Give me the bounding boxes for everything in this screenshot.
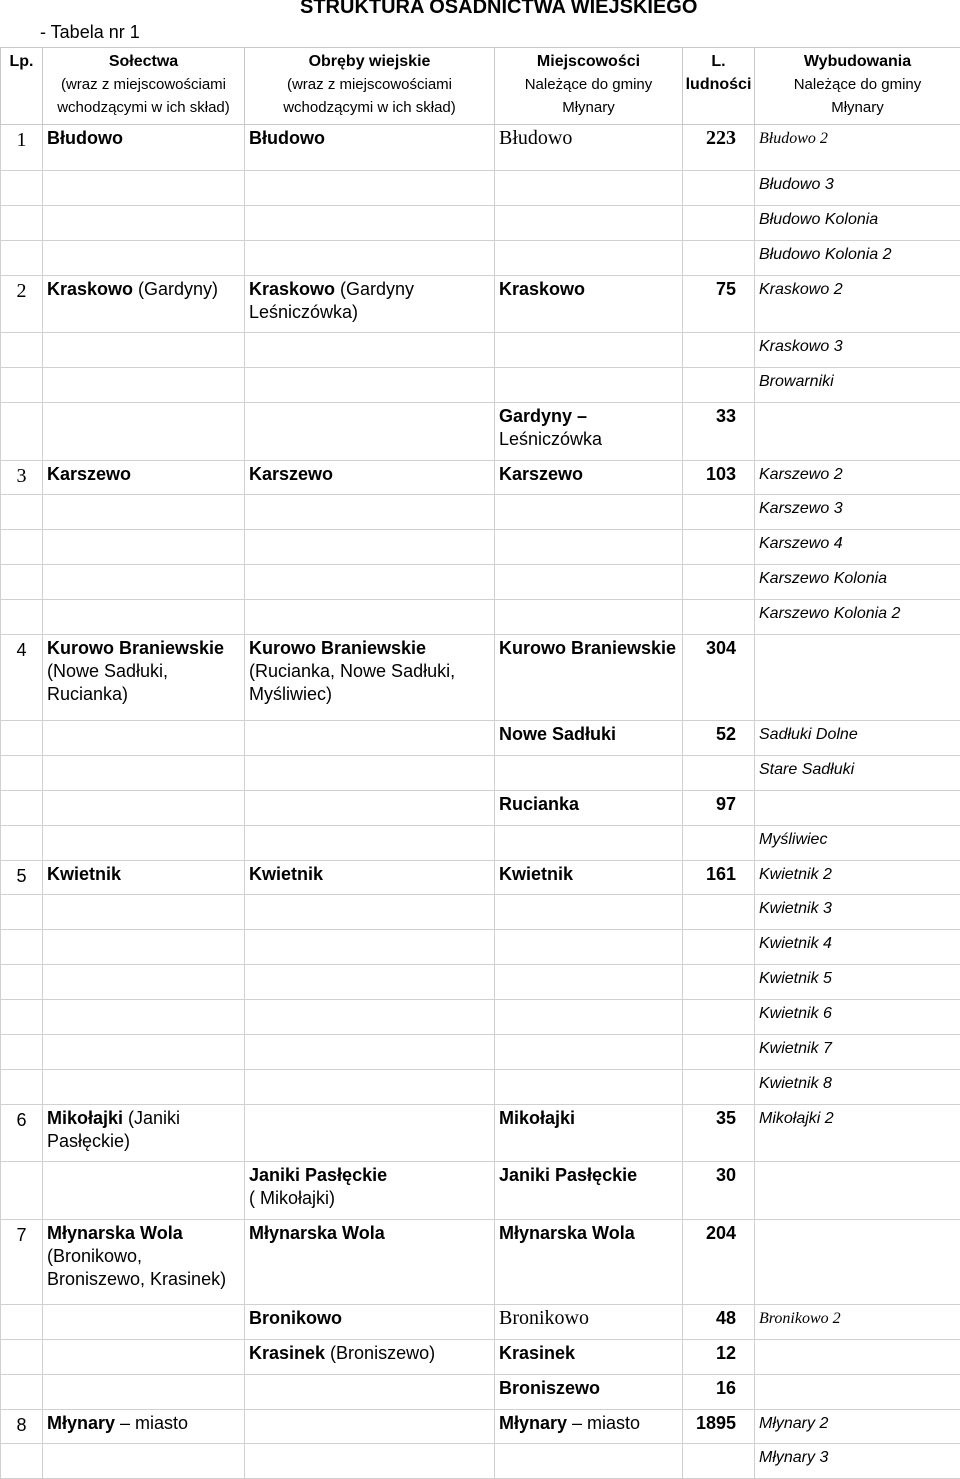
cell-miejscowosc bbox=[495, 930, 683, 965]
table-row bbox=[1, 1162, 960, 1220]
cell-solectwo: Kraskowo (Gardyny) bbox=[43, 276, 245, 333]
cell-lp bbox=[1, 721, 43, 756]
cell-ludnosc bbox=[683, 530, 755, 565]
cell-miejscowosc bbox=[495, 600, 683, 635]
cell-lp bbox=[1, 600, 43, 635]
cell-solectwo bbox=[43, 1162, 245, 1220]
cell-ludnosc: 304 bbox=[683, 635, 755, 721]
cell-obreb bbox=[245, 721, 495, 756]
cell-solectwo bbox=[43, 368, 245, 403]
cell-miejscowosc: Młynarska Wola bbox=[495, 1220, 683, 1305]
table-row bbox=[1, 756, 960, 791]
settlement-table bbox=[0, 47, 960, 1479]
table-row bbox=[1, 1105, 960, 1162]
cell-wybudowania: Błudowo 3 bbox=[755, 171, 960, 206]
cell-ludnosc bbox=[683, 171, 755, 206]
cell-ludnosc bbox=[683, 1000, 755, 1035]
table-row bbox=[1, 1000, 960, 1035]
cell-wybudowania bbox=[755, 635, 960, 721]
cell-solectwo bbox=[43, 1340, 245, 1375]
table-row bbox=[1, 1340, 960, 1375]
cell-lp bbox=[1, 171, 43, 206]
table-row bbox=[1, 1035, 960, 1070]
table-row bbox=[1, 1410, 960, 1444]
cell-miejscowosc bbox=[495, 565, 683, 600]
cell-lp bbox=[1, 565, 43, 600]
header-wybudowania: Wybudowania Należące do gminy Młynary bbox=[755, 48, 960, 125]
cell-lp bbox=[1, 368, 43, 403]
table-row bbox=[1, 403, 960, 461]
cell-obreb bbox=[245, 930, 495, 965]
cell-wybudowania: Karszewo Kolonia bbox=[755, 565, 960, 600]
cell-ludnosc bbox=[683, 965, 755, 1000]
cell-solectwo: Młynary – miasto bbox=[43, 1410, 245, 1444]
cell-lp bbox=[1, 1444, 43, 1479]
cell-obreb bbox=[245, 600, 495, 635]
cell-ludnosc bbox=[683, 1070, 755, 1105]
cell-miejscowosc: Nowe Sadłuki bbox=[495, 721, 683, 756]
cell-obreb bbox=[245, 368, 495, 403]
table-row bbox=[1, 171, 960, 206]
cell-lp: 4 bbox=[1, 635, 43, 721]
cell-solectwo bbox=[43, 1070, 245, 1105]
cell-obreb bbox=[245, 206, 495, 241]
cell-obreb: Janiki Pasłęckie ( Mikołajki) bbox=[245, 1162, 495, 1220]
cell-obreb: Krasinek (Broniszewo) bbox=[245, 1340, 495, 1375]
cell-miejscowosc bbox=[495, 1070, 683, 1105]
cell-solectwo bbox=[43, 826, 245, 861]
cell-wybudowania bbox=[755, 403, 960, 461]
header-obreby: Obręby wiejskie (wraz z miejscowościami wchodzącymi w ich skład) bbox=[245, 48, 495, 125]
cell-miejscowosc: Gardyny – Leśniczówka bbox=[495, 403, 683, 461]
table-row bbox=[1, 125, 960, 171]
cell-miejscowosc bbox=[495, 495, 683, 530]
cell-lp: 2 bbox=[1, 276, 43, 333]
cell-wybudowania: Błudowo Kolonia bbox=[755, 206, 960, 241]
cell-miejscowosc bbox=[495, 895, 683, 930]
cell-miejscowosc bbox=[495, 1444, 683, 1479]
cell-ludnosc: 16 bbox=[683, 1375, 755, 1410]
table-row bbox=[1, 368, 960, 403]
cell-solectwo bbox=[43, 171, 245, 206]
table-row bbox=[1, 241, 960, 276]
cell-ludnosc bbox=[683, 1035, 755, 1070]
cell-solectwo: Mikołajki (Janiki Pasłęckie) bbox=[43, 1105, 245, 1162]
cell-wybudowania: Mikołajki 2 bbox=[755, 1105, 960, 1162]
cell-ludnosc bbox=[683, 600, 755, 635]
table-row bbox=[1, 276, 960, 333]
cell-miejscowosc: Krasinek bbox=[495, 1340, 683, 1375]
table-row bbox=[1, 826, 960, 861]
cell-solectwo: Młynarska Wola (Bronikowo, Broniszewo, Krasinek) bbox=[43, 1220, 245, 1305]
cell-lp: 1 bbox=[1, 125, 43, 171]
cell-wybudowania: Kwietnik 5 bbox=[755, 965, 960, 1000]
cell-ludnosc: 97 bbox=[683, 791, 755, 826]
table-row bbox=[1, 930, 960, 965]
cell-miejscowosc bbox=[495, 241, 683, 276]
cell-miejscowosc: Bronikowo bbox=[495, 1305, 683, 1340]
cell-solectwo bbox=[43, 241, 245, 276]
cell-obreb bbox=[245, 241, 495, 276]
cell-wybudowania: Młynary 2 bbox=[755, 1410, 960, 1444]
cell-solectwo: Błudowo bbox=[43, 125, 245, 171]
table-row bbox=[1, 1070, 960, 1105]
table-row bbox=[1, 600, 960, 635]
header-lp: Lp. bbox=[1, 48, 43, 125]
cell-miejscowosc bbox=[495, 1035, 683, 1070]
cell-lp bbox=[1, 530, 43, 565]
table-row bbox=[1, 565, 960, 600]
cell-miejscowosc bbox=[495, 206, 683, 241]
table-row bbox=[1, 721, 960, 756]
cell-solectwo: Kwietnik bbox=[43, 861, 245, 895]
table-row bbox=[1, 206, 960, 241]
table-row bbox=[1, 791, 960, 826]
table-row bbox=[1, 1444, 960, 1479]
cell-wybudowania: Browarniki bbox=[755, 368, 960, 403]
cell-lp bbox=[1, 1375, 43, 1410]
cell-ludnosc bbox=[683, 333, 755, 368]
cell-wybudowania: Kwietnik 2 bbox=[755, 861, 960, 895]
cell-miejscowosc: Karszewo bbox=[495, 461, 683, 495]
cell-ludnosc bbox=[683, 368, 755, 403]
cell-miejscowosc: Kraskowo bbox=[495, 276, 683, 333]
cell-miejscowosc: Błudowo bbox=[495, 125, 683, 171]
cell-wybudowania: Karszewo 4 bbox=[755, 530, 960, 565]
cell-obreb bbox=[245, 495, 495, 530]
cell-obreb bbox=[245, 1000, 495, 1035]
cell-wybudowania: Karszewo 3 bbox=[755, 495, 960, 530]
cell-ludnosc bbox=[683, 930, 755, 965]
cell-ludnosc bbox=[683, 495, 755, 530]
cell-lp: 7 bbox=[1, 1220, 43, 1305]
cell-lp bbox=[1, 895, 43, 930]
table-row bbox=[1, 1375, 960, 1410]
cell-miejscowosc: Rucianka bbox=[495, 791, 683, 826]
cell-ludnosc: 33 bbox=[683, 403, 755, 461]
cell-ludnosc bbox=[683, 1444, 755, 1479]
cell-wybudowania: Stare Sadłuki bbox=[755, 756, 960, 791]
cell-obreb: Błudowo bbox=[245, 125, 495, 171]
cell-obreb: Młynarska Wola bbox=[245, 1220, 495, 1305]
cell-obreb bbox=[245, 791, 495, 826]
cell-obreb bbox=[245, 1070, 495, 1105]
cell-lp bbox=[1, 1070, 43, 1105]
cell-obreb bbox=[245, 965, 495, 1000]
table-row bbox=[1, 333, 960, 368]
cell-wybudowania: Błudowo 2 bbox=[755, 125, 960, 171]
cell-lp bbox=[1, 826, 43, 861]
table-caption: - Tabela nr 1 bbox=[40, 22, 140, 43]
cell-obreb: Bronikowo bbox=[245, 1305, 495, 1340]
cell-ludnosc bbox=[683, 826, 755, 861]
cell-lp bbox=[1, 791, 43, 826]
cell-miejscowosc: Janiki Pasłęckie bbox=[495, 1162, 683, 1220]
header-row bbox=[1, 48, 960, 125]
cell-ludnosc: 48 bbox=[683, 1305, 755, 1340]
cell-solectwo: Karszewo bbox=[43, 461, 245, 495]
cell-lp: 5 bbox=[1, 861, 43, 895]
table-row bbox=[1, 861, 960, 895]
cell-wybudowania: Bronikowo 2 bbox=[755, 1305, 960, 1340]
cell-lp bbox=[1, 1162, 43, 1220]
header-ludnosci: L. ludności bbox=[683, 48, 755, 125]
cell-ludnosc bbox=[683, 206, 755, 241]
header-solectwa: Sołectwa (wraz z miejscowościami wchodzącymi w ich skład) bbox=[43, 48, 245, 125]
cell-miejscowosc bbox=[495, 965, 683, 1000]
cell-wybudowania: Błudowo Kolonia 2 bbox=[755, 241, 960, 276]
cell-solectwo bbox=[43, 600, 245, 635]
cell-lp bbox=[1, 1035, 43, 1070]
cell-obreb: Kurowo Braniewskie (Rucianka, Nowe Sadłuki, Myśliwiec) bbox=[245, 635, 495, 721]
cell-wybudowania: Kwietnik 6 bbox=[755, 1000, 960, 1035]
cell-ludnosc: 223 bbox=[683, 125, 755, 171]
cell-wybudowania bbox=[755, 791, 960, 826]
cell-wybudowania: Kwietnik 4 bbox=[755, 930, 960, 965]
cell-obreb bbox=[245, 530, 495, 565]
cell-lp bbox=[1, 1305, 43, 1340]
cell-solectwo bbox=[43, 930, 245, 965]
table-row bbox=[1, 965, 960, 1000]
table-row bbox=[1, 461, 960, 495]
cell-solectwo bbox=[43, 1305, 245, 1340]
cell-ludnosc: 52 bbox=[683, 721, 755, 756]
cell-lp bbox=[1, 1000, 43, 1035]
cell-obreb bbox=[245, 1105, 495, 1162]
cell-wybudowania bbox=[755, 1162, 960, 1220]
cell-obreb bbox=[245, 333, 495, 368]
cell-ludnosc: 1895 bbox=[683, 1410, 755, 1444]
cell-obreb bbox=[245, 171, 495, 206]
cell-ludnosc bbox=[683, 241, 755, 276]
cell-solectwo bbox=[43, 721, 245, 756]
cell-wybudowania bbox=[755, 1340, 960, 1375]
cell-miejscowosc: Mikołajki bbox=[495, 1105, 683, 1162]
table-row bbox=[1, 530, 960, 565]
cell-wybudowania: Kraskowo 2 bbox=[755, 276, 960, 333]
cell-lp bbox=[1, 333, 43, 368]
cell-miejscowosc bbox=[495, 530, 683, 565]
cell-lp bbox=[1, 1340, 43, 1375]
cell-ludnosc: 30 bbox=[683, 1162, 755, 1220]
cell-solectwo bbox=[43, 206, 245, 241]
cell-obreb bbox=[245, 1035, 495, 1070]
cell-lp bbox=[1, 965, 43, 1000]
cell-miejscowosc bbox=[495, 826, 683, 861]
cell-miejscowosc bbox=[495, 756, 683, 791]
cell-solectwo bbox=[43, 333, 245, 368]
cell-obreb bbox=[245, 1444, 495, 1479]
cell-obreb bbox=[245, 403, 495, 461]
cell-wybudowania: Kwietnik 7 bbox=[755, 1035, 960, 1070]
document-title: STRUKTURA OSADNICTWA WIEJSKIEGO bbox=[300, 0, 697, 19]
cell-solectwo bbox=[43, 495, 245, 530]
cell-obreb bbox=[245, 895, 495, 930]
cell-solectwo bbox=[43, 1375, 245, 1410]
cell-miejscowosc: Kwietnik bbox=[495, 861, 683, 895]
table-row bbox=[1, 495, 960, 530]
cell-miejscowosc: Kurowo Braniewskie bbox=[495, 635, 683, 721]
cell-ludnosc bbox=[683, 895, 755, 930]
cell-solectwo bbox=[43, 565, 245, 600]
table-row bbox=[1, 895, 960, 930]
cell-miejscowosc bbox=[495, 171, 683, 206]
cell-lp: 3 bbox=[1, 461, 43, 495]
cell-ludnosc bbox=[683, 565, 755, 600]
cell-solectwo bbox=[43, 965, 245, 1000]
cell-obreb: Karszewo bbox=[245, 461, 495, 495]
cell-ludnosc: 35 bbox=[683, 1105, 755, 1162]
cell-lp: 6 bbox=[1, 1105, 43, 1162]
cell-solectwo bbox=[43, 1035, 245, 1070]
cell-solectwo bbox=[43, 791, 245, 826]
cell-obreb bbox=[245, 826, 495, 861]
cell-lp bbox=[1, 403, 43, 461]
cell-obreb bbox=[245, 1375, 495, 1410]
cell-lp bbox=[1, 495, 43, 530]
cell-obreb bbox=[245, 756, 495, 791]
cell-wybudowania bbox=[755, 1220, 960, 1305]
cell-ludnosc bbox=[683, 756, 755, 791]
cell-wybudowania: Karszewo Kolonia 2 bbox=[755, 600, 960, 635]
cell-ludnosc: 12 bbox=[683, 1340, 755, 1375]
cell-solectwo bbox=[43, 756, 245, 791]
cell-wybudowania: Kwietnik 3 bbox=[755, 895, 960, 930]
table-header bbox=[1, 48, 960, 125]
table-row bbox=[1, 1220, 960, 1305]
cell-wybudowania: Myśliwiec bbox=[755, 826, 960, 861]
cell-lp bbox=[1, 930, 43, 965]
cell-miejscowosc bbox=[495, 368, 683, 403]
table-row bbox=[1, 635, 960, 721]
table-body bbox=[1, 125, 960, 1479]
cell-obreb: Kraskowo (Gardyny Leśniczówka) bbox=[245, 276, 495, 333]
cell-ludnosc: 204 bbox=[683, 1220, 755, 1305]
cell-solectwo: Kurowo Braniewskie (Nowe Sadłuki, Rucianka) bbox=[43, 635, 245, 721]
cell-ludnosc: 103 bbox=[683, 461, 755, 495]
cell-miejscowosc bbox=[495, 333, 683, 368]
cell-wybudowania: Kraskowo 3 bbox=[755, 333, 960, 368]
cell-lp bbox=[1, 756, 43, 791]
cell-solectwo bbox=[43, 1000, 245, 1035]
cell-solectwo bbox=[43, 1444, 245, 1479]
cell-obreb bbox=[245, 1410, 495, 1444]
cell-lp bbox=[1, 206, 43, 241]
cell-obreb bbox=[245, 565, 495, 600]
cell-miejscowosc bbox=[495, 1000, 683, 1035]
header-miejscowosci: Miejscowości Należące do gminy Młynary bbox=[495, 48, 683, 125]
cell-miejscowosc: Broniszewo bbox=[495, 1375, 683, 1410]
cell-wybudowania: Młynary 3 bbox=[755, 1444, 960, 1479]
cell-lp: 8 bbox=[1, 1410, 43, 1444]
cell-solectwo bbox=[43, 530, 245, 565]
cell-wybudowania: Kwietnik 8 bbox=[755, 1070, 960, 1105]
cell-obreb: Kwietnik bbox=[245, 861, 495, 895]
cell-wybudowania: Karszewo 2 bbox=[755, 461, 960, 495]
cell-miejscowosc: Młynary – miasto bbox=[495, 1410, 683, 1444]
cell-lp bbox=[1, 241, 43, 276]
cell-solectwo bbox=[43, 895, 245, 930]
cell-ludnosc: 75 bbox=[683, 276, 755, 333]
table-row bbox=[1, 1305, 960, 1340]
cell-wybudowania: Sadłuki Dolne bbox=[755, 721, 960, 756]
cell-solectwo bbox=[43, 403, 245, 461]
cell-ludnosc: 161 bbox=[683, 861, 755, 895]
cell-wybudowania bbox=[755, 1375, 960, 1410]
